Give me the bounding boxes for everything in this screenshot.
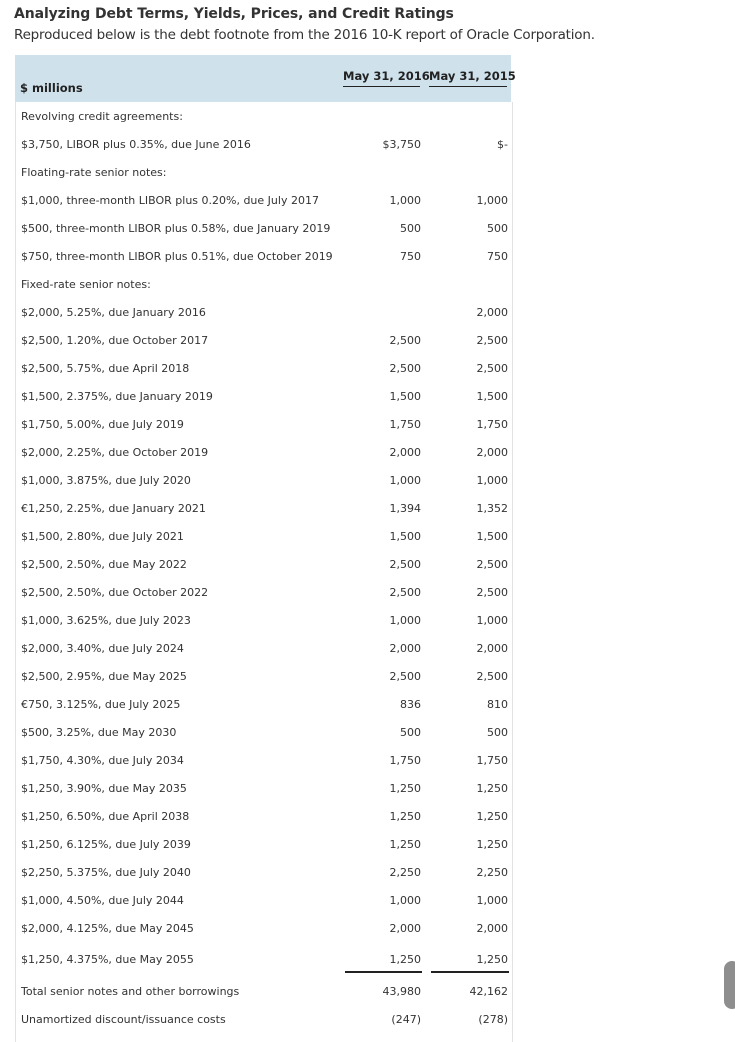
value-2015: 1,500 bbox=[476, 530, 508, 543]
row-label: $1,000, 3.625%, due July 2023 bbox=[21, 614, 191, 627]
value-2016: $3,750 bbox=[382, 138, 421, 151]
table-row bbox=[16, 102, 512, 130]
row-label: Revolving credit agreements: bbox=[21, 110, 183, 123]
value-2016: 1,000 bbox=[389, 194, 421, 207]
value-2016: 1,000 bbox=[389, 614, 421, 627]
table-row bbox=[16, 718, 512, 746]
value-2016: 2,500 bbox=[389, 334, 421, 347]
row-label: $2,000, 2.25%, due October 2019 bbox=[21, 446, 209, 459]
value-2015: 1,500 bbox=[476, 390, 508, 403]
table-row bbox=[16, 158, 512, 186]
row-label: $1,750, 4.30%, due July 2034 bbox=[21, 754, 184, 767]
value-2015: 810 bbox=[487, 698, 508, 711]
value-2015: 1,250 bbox=[476, 810, 508, 823]
row-label: $2,000, 4.125%, due May 2045 bbox=[21, 922, 194, 935]
value-2015: 500 bbox=[487, 222, 508, 235]
row-label: $1,000, three-month LIBOR plus 0.20%, due July 2017 bbox=[21, 194, 319, 207]
row-label: $1,500, 2.80%, due July 2021 bbox=[21, 530, 184, 543]
units-label: $ millions bbox=[20, 81, 83, 95]
table-row bbox=[16, 326, 512, 354]
table-row bbox=[16, 914, 512, 942]
value-2016: 1,250 bbox=[389, 838, 421, 851]
row-label: Fixed-rate senior notes: bbox=[21, 278, 151, 291]
column-header-underline bbox=[343, 86, 420, 87]
row-label: $1,250, 6.50%, due April 2038 bbox=[21, 810, 190, 823]
column-header-2016-text: May 31, 2016 bbox=[343, 69, 430, 83]
value-2015: (278) bbox=[478, 1013, 508, 1026]
row-label: €750, 3.125%, due July 2025 bbox=[21, 698, 181, 711]
column-header-underline bbox=[429, 86, 507, 87]
row-label: $2,500, 2.95%, due May 2025 bbox=[21, 670, 187, 683]
table-row bbox=[16, 130, 512, 158]
value-2016: 43,980 bbox=[382, 985, 421, 998]
table-row bbox=[16, 186, 512, 214]
value-2016: 2,000 bbox=[389, 642, 421, 655]
value-2016: 1,500 bbox=[389, 530, 421, 543]
row-label: Floating-rate senior notes: bbox=[21, 166, 167, 179]
row-label: $2,000, 5.25%, due January 2016 bbox=[21, 306, 206, 319]
row-label: $2,000, 3.40%, due July 2024 bbox=[21, 642, 184, 655]
row-label: $1,250, 4.375%, due May 2055 bbox=[21, 953, 194, 966]
table-row bbox=[16, 382, 512, 410]
table-row bbox=[16, 662, 512, 690]
table-row bbox=[16, 746, 512, 774]
table-row bbox=[16, 270, 512, 298]
value-2015: $- bbox=[497, 138, 508, 151]
row-label: Unamortized discount/issuance costs bbox=[21, 1013, 226, 1026]
table-row bbox=[16, 858, 512, 886]
value-2016: 1,000 bbox=[389, 894, 421, 907]
table-row bbox=[16, 606, 512, 634]
table-row bbox=[16, 886, 512, 914]
value-2015: 1,000 bbox=[476, 614, 508, 627]
row-label: $750, three-month LIBOR plus 0.51%, due October 2019 bbox=[21, 250, 333, 263]
table-row bbox=[16, 977, 512, 1005]
value-2016: 1,394 bbox=[389, 502, 421, 515]
value-2015: 2,500 bbox=[476, 670, 508, 683]
value-2015: 1,000 bbox=[476, 894, 508, 907]
value-2016: 500 bbox=[400, 726, 421, 739]
value-2015: 2,250 bbox=[476, 866, 508, 879]
scrollbar-thumb[interactable] bbox=[724, 961, 735, 1009]
value-2015: 1,250 bbox=[476, 838, 508, 851]
row-label: $2,500, 2.50%, due October 2022 bbox=[21, 586, 209, 599]
column-header-2016 bbox=[343, 69, 430, 87]
value-2015: 2,500 bbox=[476, 362, 508, 375]
value-2015: 2,500 bbox=[476, 558, 508, 571]
table-row bbox=[16, 634, 512, 662]
table-row bbox=[16, 242, 512, 270]
value-2016: 836 bbox=[400, 698, 421, 711]
row-label: $2,500, 2.50%, due May 2022 bbox=[21, 558, 187, 571]
column-header-2015 bbox=[429, 69, 516, 87]
table-row bbox=[16, 945, 512, 973]
row-label: $1,750, 5.00%, due July 2019 bbox=[21, 418, 184, 431]
value-2015: 1,750 bbox=[476, 754, 508, 767]
value-2015: 2,000 bbox=[476, 922, 508, 935]
table-row bbox=[16, 774, 512, 802]
table-row bbox=[16, 802, 512, 830]
value-2015: 1,352 bbox=[476, 502, 508, 515]
table-header bbox=[15, 55, 516, 102]
value-2016: 1,250 bbox=[389, 810, 421, 823]
value-2016: 1,750 bbox=[389, 418, 421, 431]
row-label: $2,250, 5.375%, due July 2040 bbox=[21, 866, 191, 879]
value-2015: 1,000 bbox=[476, 194, 508, 207]
value-2016: 2,500 bbox=[389, 670, 421, 683]
value-2015: 2,000 bbox=[476, 642, 508, 655]
value-2015: 1,250 bbox=[476, 953, 508, 966]
row-label: $500, 3.25%, due May 2030 bbox=[21, 726, 177, 739]
value-2015: 2,000 bbox=[476, 306, 508, 319]
value-2016: (247) bbox=[391, 1013, 421, 1026]
value-2015: 2,000 bbox=[476, 446, 508, 459]
value-2015: 2,500 bbox=[476, 334, 508, 347]
row-label: $2,500, 1.20%, due October 2017 bbox=[21, 334, 209, 347]
table-row bbox=[16, 438, 512, 466]
row-label: $2,500, 5.75%, due April 2018 bbox=[21, 362, 190, 375]
value-2015: 1,000 bbox=[476, 474, 508, 487]
table-row bbox=[16, 494, 512, 522]
table-row bbox=[16, 298, 512, 326]
table-row bbox=[16, 410, 512, 438]
debt-table-body bbox=[15, 102, 513, 1042]
value-2016: 2,000 bbox=[389, 922, 421, 935]
row-label: $3,750, LIBOR plus 0.35%, due June 2016 bbox=[21, 138, 251, 151]
row-label: €1,250, 2.25%, due January 2021 bbox=[21, 502, 206, 515]
table-row bbox=[16, 466, 512, 494]
value-2016: 2,500 bbox=[389, 558, 421, 571]
row-label: $1,250, 3.90%, due May 2035 bbox=[21, 782, 187, 795]
value-2016: 1,500 bbox=[389, 390, 421, 403]
value-2015: 42,162 bbox=[469, 985, 508, 998]
total-rule-2016 bbox=[345, 971, 422, 973]
value-2016: 500 bbox=[400, 222, 421, 235]
value-2016: 750 bbox=[400, 250, 421, 263]
value-2016: 2,000 bbox=[389, 446, 421, 459]
value-2015: 750 bbox=[487, 250, 508, 263]
value-2016: 2,500 bbox=[389, 362, 421, 375]
table-row bbox=[16, 830, 512, 858]
total-rule-2015 bbox=[431, 971, 509, 973]
row-label: $1,000, 3.875%, due July 2020 bbox=[21, 474, 191, 487]
table-row bbox=[16, 522, 512, 550]
value-2015: 1,750 bbox=[476, 418, 508, 431]
row-label: $1,000, 4.50%, due July 2044 bbox=[21, 894, 184, 907]
table-row bbox=[16, 578, 512, 606]
value-2015: 1,250 bbox=[476, 782, 508, 795]
value-2015: 500 bbox=[487, 726, 508, 739]
column-header-2015-text: May 31, 2015 bbox=[429, 69, 516, 83]
table-row bbox=[16, 1005, 512, 1033]
page-subtitle: Reproduced below is the debt footnote from the 2016 10-K report of Oracle Corporation. bbox=[14, 27, 595, 43]
value-2016: 1,000 bbox=[389, 474, 421, 487]
table-row bbox=[16, 214, 512, 242]
value-2016: 2,250 bbox=[389, 866, 421, 879]
value-2016: 1,250 bbox=[389, 782, 421, 795]
value-2016: 1,750 bbox=[389, 754, 421, 767]
row-label: $1,500, 2.375%, due January 2019 bbox=[21, 390, 213, 403]
row-label: $500, three-month LIBOR plus 0.58%, due January 2019 bbox=[21, 222, 331, 235]
page-title: Analyzing Debt Terms, Yields, Prices, and Credit Ratings bbox=[14, 6, 454, 22]
value-2016: 2,500 bbox=[389, 586, 421, 599]
value-2015: 2,500 bbox=[476, 586, 508, 599]
value-2016: 1,250 bbox=[389, 953, 421, 966]
row-label: $1,250, 6.125%, due July 2039 bbox=[21, 838, 191, 851]
table-row bbox=[16, 550, 512, 578]
table-row bbox=[16, 354, 512, 382]
row-label: Total senior notes and other borrowings bbox=[21, 985, 240, 998]
table-row bbox=[16, 690, 512, 718]
